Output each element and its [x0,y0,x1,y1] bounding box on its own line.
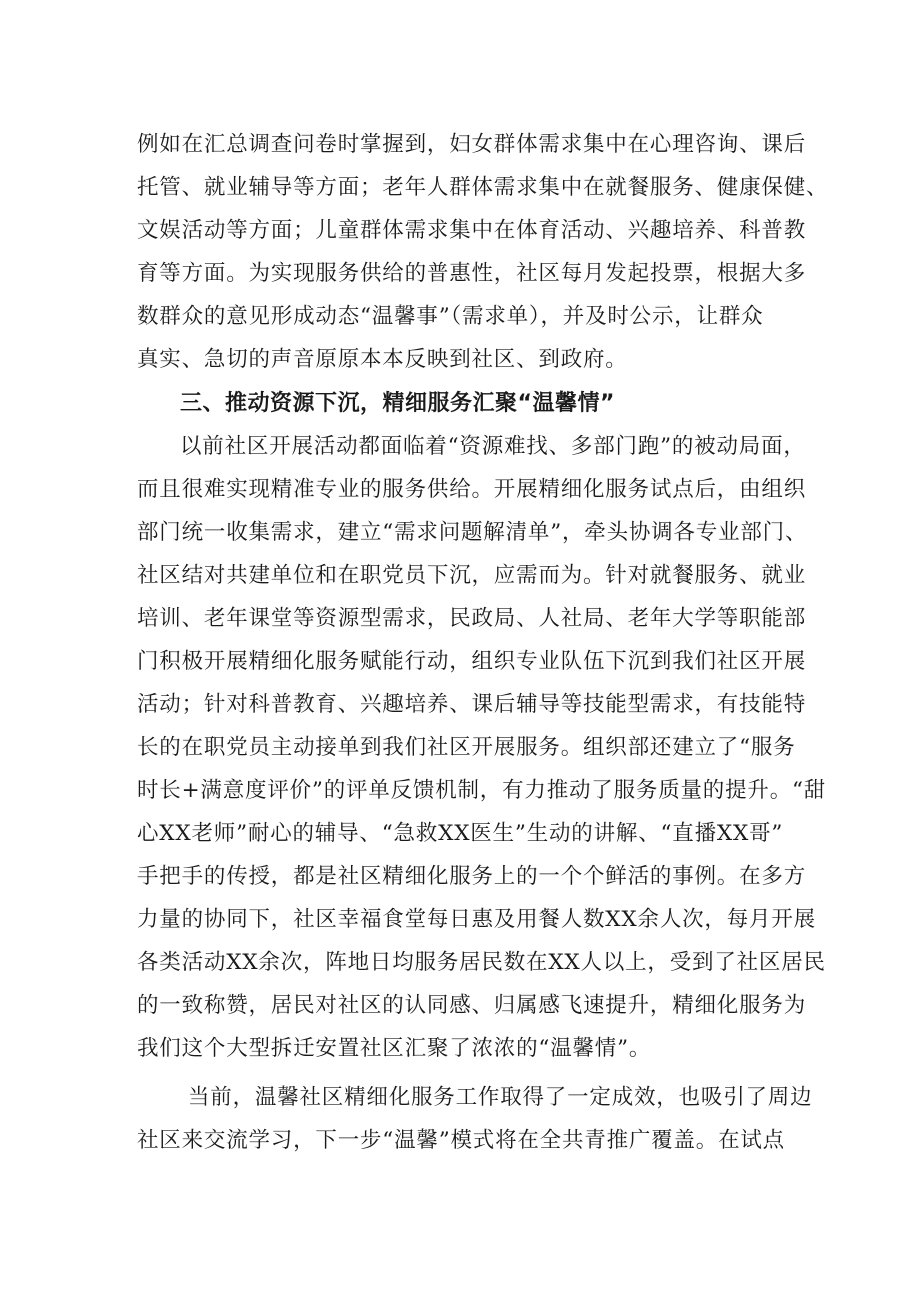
text-line: 的一致称赞，居民对社区的认同感、归属感飞速提升，精细化服务为 [137,993,807,1018]
text-line: 文娱活动等方面；儿童群体需求集中在体育活动、兴趣培养、科普教 [137,218,807,243]
text-line: 部门统一收集需求，建立“需求问题解清单”，牵头协调各专业部门、 [137,520,808,545]
text-line: 时长+满意度评价”的评单反馈机制，有力推动了服务质量的提升。“甜 [137,778,827,803]
text-line: 门积极开展精细化服务赋能行动，组织专业队伍下沉到我们社区开展 [137,649,807,674]
text-line: 而且很难实现精准专业的服务供给。开展精细化服务试点后，由组织 [137,477,807,502]
text-line: 力量的协同下，社区幸福食堂每日惠及用餐人数XX余人次，每月开展 [137,907,816,932]
text-line: 活动；针对科普教育、兴趣培养、课后辅导等技能型需求，有技能特 [137,692,807,717]
text-line: 长的在职党员主动接单到我们社区开展服务。组织部还建立了“服务 [137,735,796,760]
text-line: 托管、就业辅导等方面；老年人群体需求集中在就餐服务、健康保健、 [137,175,829,200]
text-line: 例如在汇总调查问卷时掌握到，妇女群体需求集中在心理咨询、课后 [137,132,807,157]
text-line: 各类活动XX余次，阵地日均服务居民数在XX人以上，受到了社区居民 [137,950,826,975]
text-line: 我们这个大型拆迁安置社区汇聚了浓浓的“温馨情”。 [137,1036,652,1061]
text-line: 真实、急切的声音原原本本反映到社区、到政府。 [137,347,628,372]
text-line: 以前社区开展活动都面临着“资源难找、多部门跑”的被动局面， [180,434,806,459]
text-line: 当前，温馨社区精细化服务工作取得了一定成效，也吸引了周边 [188,1085,813,1110]
text-line: 社区来交流学习，下一步“温馨”模式将在全共青推广覆盖。在试点 [137,1128,785,1153]
text-line: 数群众的意见形成动态“温馨事”（需求单），并及时公示，让群众 [137,304,764,329]
text-line: 育等方面。为实现服务供给的普惠性，社区每月发起投票，根据大多 [137,261,807,286]
text-line: 手把手的传授，都是社区精细化服务上的一个个鲜活的事例。在多方 [137,864,807,889]
text-line: 培训、老年课堂等资源型需求，民政局、人社局、老年大学等职能部 [137,606,807,631]
section-heading: 三、推动资源下沉，精细服务汇聚“温馨情” [180,391,615,416]
text-line: 社区结对共建单位和在职党员下沉，应需而为。针对就餐服务、就业 [137,563,807,588]
text-line: 心XX老师”耐心的辅导、“急救XX医生”生动的讲解、“直播XX哥” [137,821,784,846]
